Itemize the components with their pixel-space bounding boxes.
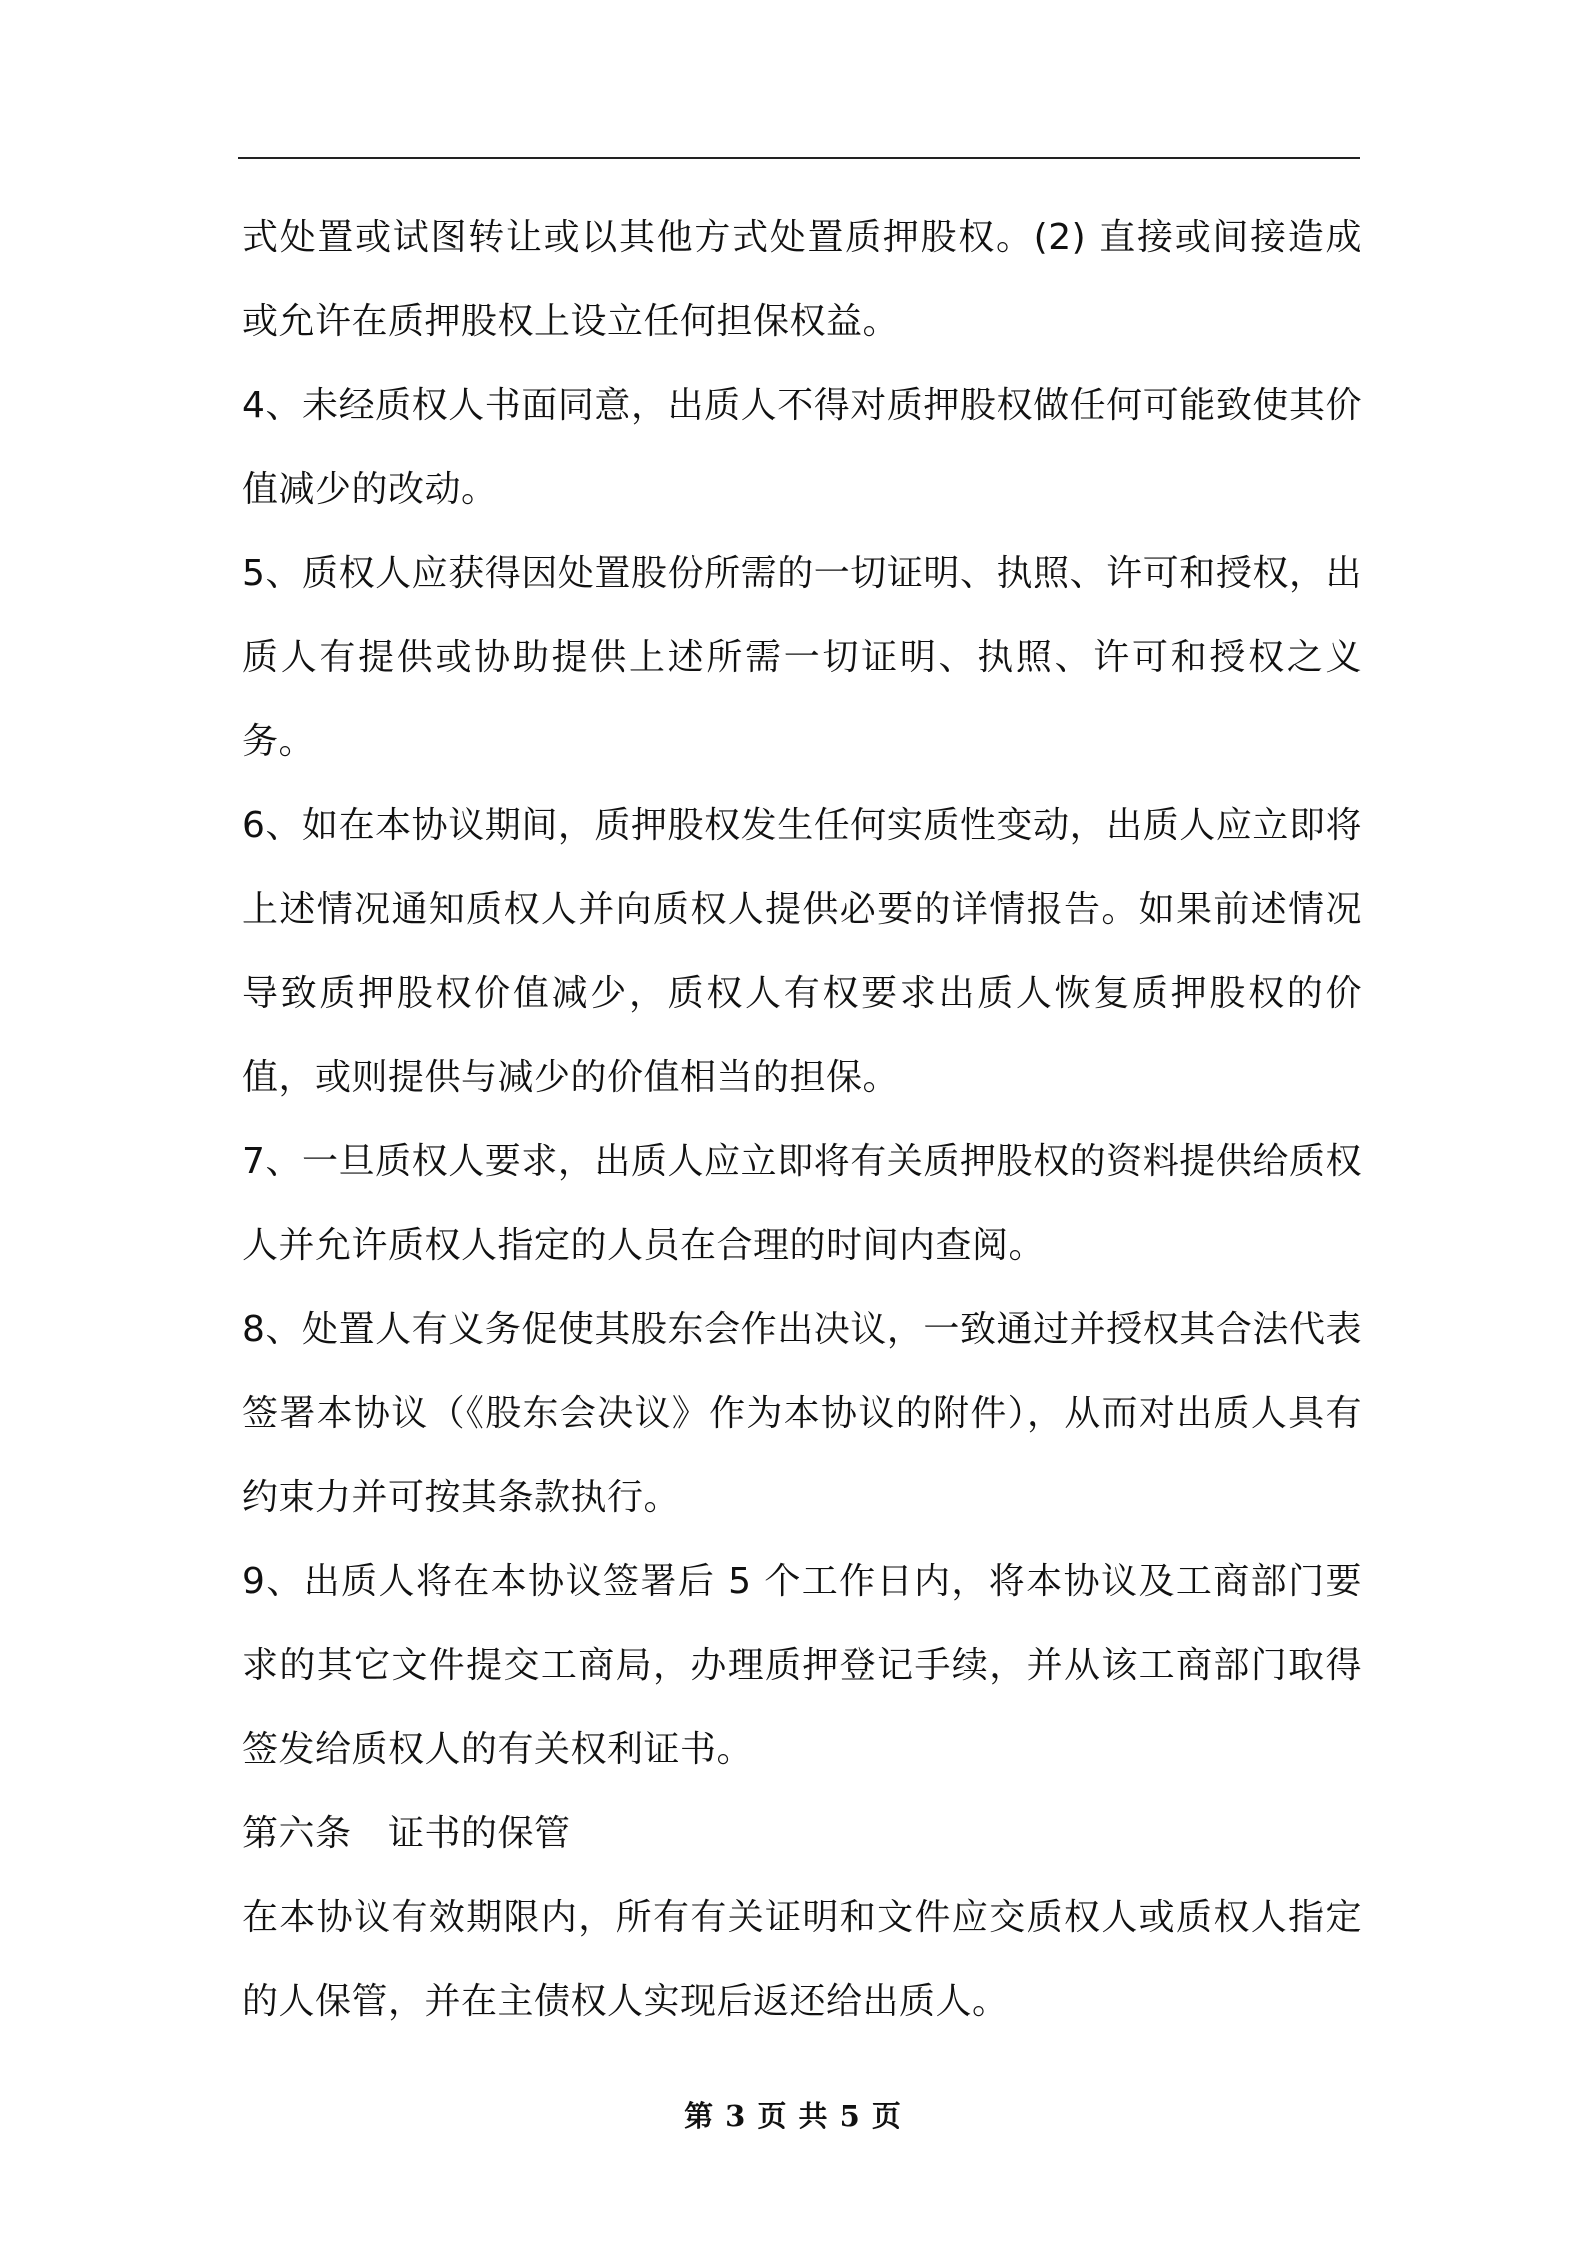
clause-8: 8、处置人有义务促使其股东会作出决议，一致通过并授权其合法代表签署本协议（《股东会决议》作为本协议的附件），从而对出质人具有约束力并可按其条款执行。 <box>242 1309 1362 1518</box>
clause-7: 7、一旦质权人要求，出质人应立即将有关质押股权的资料提供给质权人并允许质权人指定的人员在合理的时间内查阅。 <box>242 1141 1362 1266</box>
body-text <box>242 196 1362 2044</box>
clause-5: 5、质权人应获得因处置股份所需的一切证明、执照、许可和授权，出质人有提供或协助提供上述所需一切证明、执照、许可和授权之义务。 <box>242 553 1362 762</box>
clause-6: 6、如在本协议期间，质押股权发生任何实质性变动，出质人应立即将上述情况通知质权人并向质权人提供必要的详情报告。如果前述情况导致质押股权价值减少，质权人有权要求出质人恢复质押股权的价值，或则提供与减少的价值相当的担保。 <box>242 805 1362 1098</box>
article-6-heading: 第六条 证书的保管 <box>242 1813 571 1854</box>
clause-9: 9、出质人将在本协议签署后 5 个工作日内，将本协议及工商部门要求的其它文件提交工商局，办理质押登记手续，并从该工商部门取得签发给质权人的有关权利证书。 <box>242 1561 1362 1770</box>
header-rule <box>238 157 1360 159</box>
page-number-footer: 第 3 页 共 5 页 <box>684 2099 902 2133</box>
article-6-body: 在本协议有效期限内，所有有关证明和文件应交质权人或质权人指定的人保管，并在主债权人实现后返还给出质人。 <box>242 1897 1362 2022</box>
clause-4: 4、未经质权人书面同意，出质人不得对质押股权做任何可能致使其价值减少的改动。 <box>242 385 1362 510</box>
paragraph-continuation: 式处置或试图转让或以其他方式处置质押股权。(2) 直接或间接造成或允许在质押股权上设立任何担保权益。 <box>242 217 1362 342</box>
